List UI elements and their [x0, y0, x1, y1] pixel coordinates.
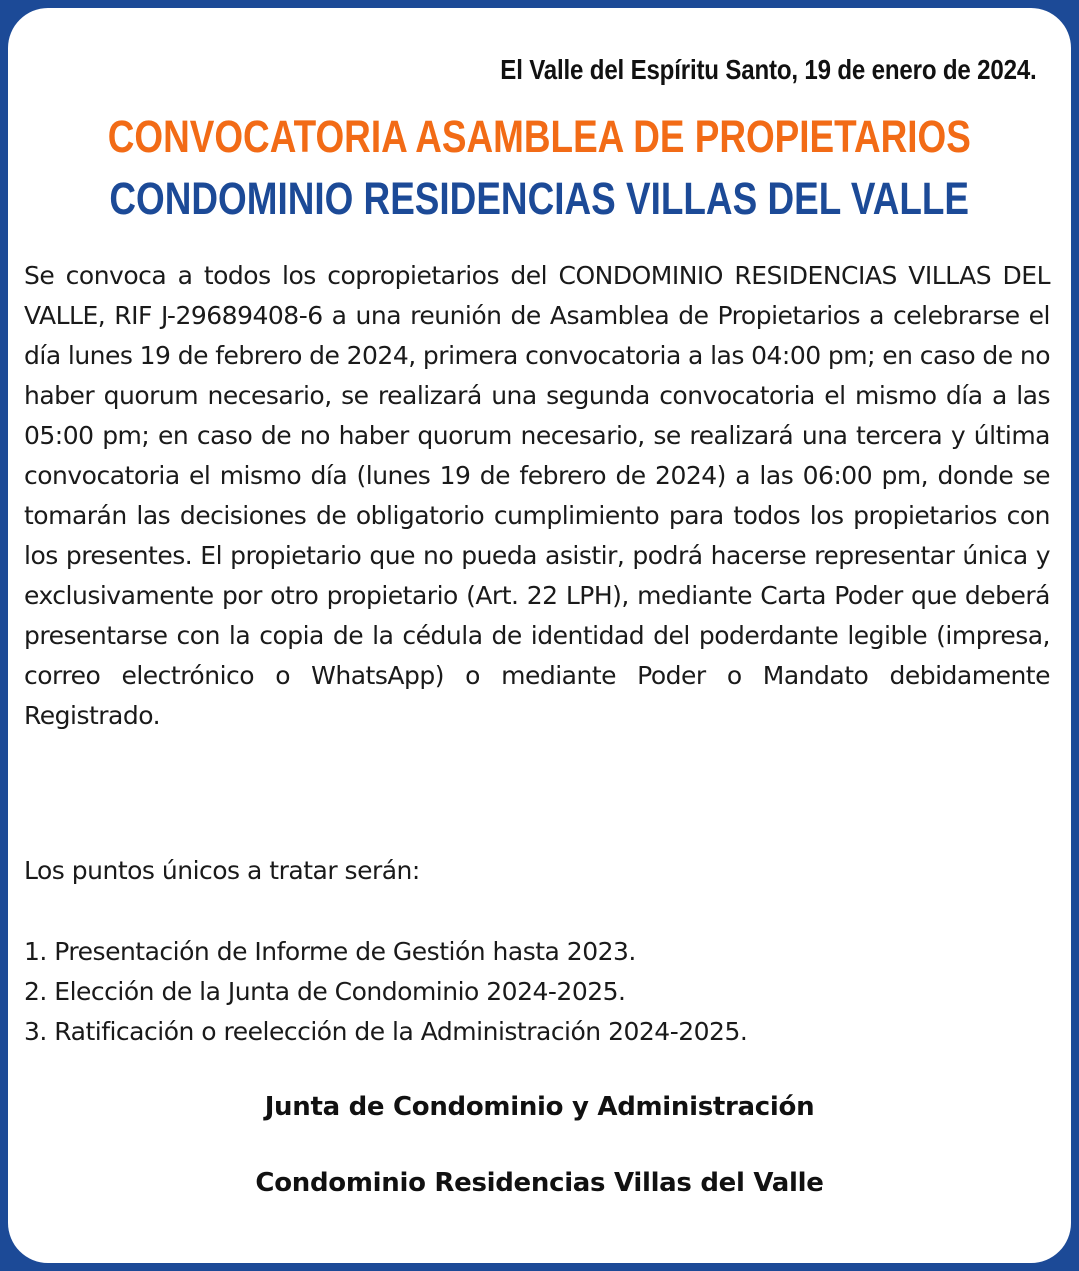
main-title-text: CONVOCATORIA ASAMBLEA DE PROPIETARIOS	[107, 111, 972, 162]
agenda-intro: Los puntos únicos a tratar serán:	[24, 856, 420, 885]
signature-line-1: Junta de Condominio y Administración	[264, 1092, 815, 1122]
agenda-item: 3. Ratificación o reelección de la Administración 2024-2025.	[24, 1017, 748, 1046]
date-line: El Valle del Espíritu Santo, 19 de enero de 2024.	[500, 54, 1037, 85]
convocation-paragraph: Se convoca a todos los copropietarios del CONDOMINIO RESIDENCIAS VILLAS DEL VALLE, RIF J-29689408-6 a una reunión de Asamblea de Propietarios a celebrarse el día lunes 19 de febrero de 2024, primera convocatoria a las 04:00 pm; en caso de no haber quorum necesario, se realizará una segunda convocatoria el mismo día a las 05:00 pm; en caso de no haber quorum necesario, se realizará una tercera y última convocatoria el mismo día (lunes 19 de febrero de 2024) a las 06:00 pm, donde se tomarán las decisiones de obligatorio cumplimiento para todos los propietarios con los presentes. El propietario que no pueda asistir, podrá hacerse representar única y exclusivamente por otro propietario (Art. 22 LPH), mediante Carta Poder que deberá presentarse con la copia de la cédula de identidad del poderdante legible (impresa, correo electrónico o WhatsApp) o mediante Poder o Mandato debidamente Registrado.	[24, 261, 1050, 730]
signature-line-2: Condominio Residencias Villas del Valle	[255, 1168, 824, 1198]
agenda-item: 2. Elección de la Junta de Condominio 2024-2025.	[24, 977, 626, 1006]
notice-card	[8, 8, 1071, 1263]
agenda-item: 1. Presentación de Informe de Gestión hasta 2023.	[24, 937, 636, 966]
main-title	[8, 111, 1071, 162]
subtitle-text: CONDOMINIO RESIDENCIAS VILLAS DEL VALLE	[109, 173, 970, 224]
subtitle	[8, 173, 1071, 224]
agenda-list	[24, 932, 747, 1052]
